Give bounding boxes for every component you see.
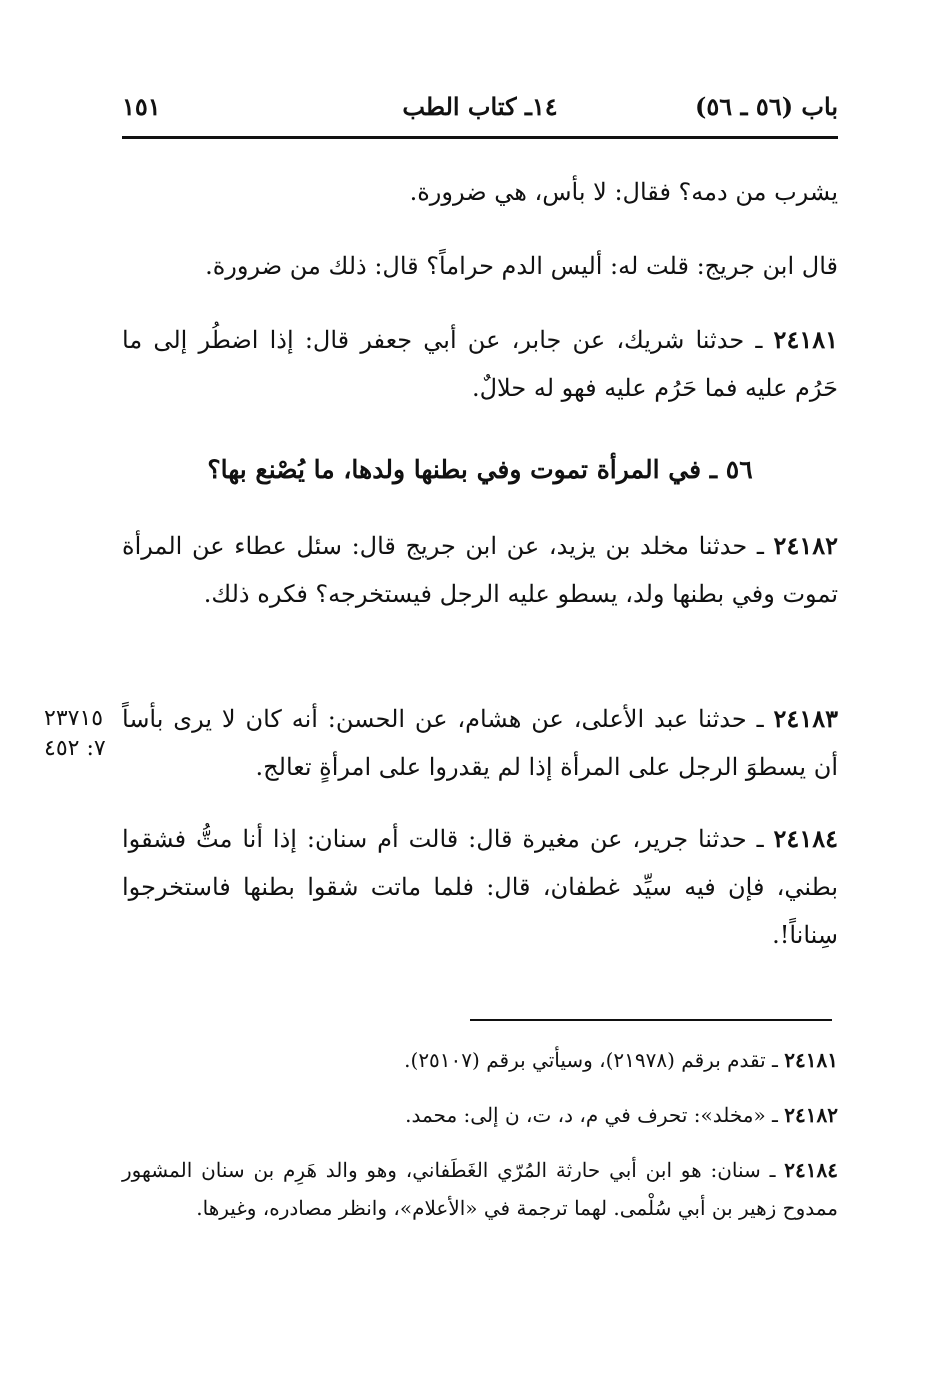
chapter-range: باب (٥٦ ـ ٥٦) bbox=[695, 92, 838, 121]
hadith-24183 bbox=[122, 695, 838, 791]
hadith-24181 bbox=[122, 316, 838, 412]
footnote-number: ٢٤١٨٤ bbox=[784, 1158, 838, 1182]
paragraph-2: قال ابن جريج: قلت له: أليس الدم حراماً؟ قال: ذلك من ضرورة. bbox=[205, 252, 838, 280]
section-heading: ٥٦ ـ في المرأة تموت وفي بطنها ولدها، ما يُصْنع بها؟ bbox=[207, 455, 753, 484]
hadith-text: ـ حدثنا عبد الأعلى، عن هشام، عن الحسن: أنه كان لا يرى بأساً أن يسطوَ الرجل على المرأة إذا لم يقدروا على امرأةٍ تعالج. bbox=[122, 705, 838, 781]
margin-reference: ٢٣٧١٥ bbox=[44, 706, 104, 731]
footnote-text: ـ سنان: هو ابن أبي حارثة المُرّي الغَطَفاني، وهو والد هَرِم بن سنان المشهور ممدوح زهير بن أبي سُلْمى. لهما ترجمة في «الأعلام»، وانظر مصادره، وغيرها. bbox=[122, 1158, 838, 1220]
paragraph-1: يشرب من دمه؟ فقال: لا بأس، هي ضرورة. bbox=[409, 178, 838, 206]
page-header bbox=[122, 80, 838, 128]
header-divider bbox=[122, 136, 838, 139]
footnote-24184 bbox=[122, 1151, 838, 1227]
hadith-text: ـ حدثنا جرير، عن مغيرة قال: قالت أم سنان: إذا أنا متُّ فشقوا بطني، فإن فيه سيِّد غطفان، قال: فلما ماتت شقوا بطنها فاستخرجوا سِناناً!. bbox=[122, 825, 838, 949]
footnote-text: ـ تقدم برقم (٢١٩٧٨)، وسيأتي برقم (٢٥١٠٧). bbox=[404, 1048, 778, 1072]
hadith-number: ٢٤١٨٣ bbox=[773, 704, 838, 733]
hadith-text: ـ حدثنا مخلد بن يزيد، عن ابن جريج قال: سئل عطاء عن المرأة تموت وفي بطنها ولد، يسطو عليه الرجل فيستخرجه؟ فكره ذلك. bbox=[122, 532, 838, 608]
hadith-24182 bbox=[122, 522, 838, 618]
hadith-text: ـ حدثنا شريك، عن جابر، عن أبي جعفر قال: إذا اضطُر إلى ما حَرُم عليه فما حَرُم عليه فهو له حلالٌ. bbox=[122, 326, 838, 402]
hadith-number: ٢٤١٨٤ bbox=[773, 824, 838, 853]
page-number: ١٥١ bbox=[122, 92, 161, 121]
book-title: ١٤ـ كتاب الطب bbox=[402, 92, 558, 121]
hadith-number: ٢٤١٨١ bbox=[773, 325, 838, 354]
footnote-text: ـ «مخلد»: تحرف في م، د، ت، ن إلى: محمد. bbox=[405, 1103, 778, 1127]
footnote-divider bbox=[470, 1019, 832, 1021]
footnote-number: ٢٤١٨١ bbox=[784, 1048, 838, 1072]
hadith-24184 bbox=[122, 815, 838, 959]
footnote-number: ٢٤١٨٢ bbox=[784, 1103, 838, 1127]
hadith-number: ٢٤١٨٢ bbox=[773, 531, 838, 560]
margin-volume-page: ٧: ٤٥٢ bbox=[44, 736, 106, 761]
footnote-24181 bbox=[122, 1041, 838, 1079]
footnote-24182 bbox=[122, 1096, 838, 1134]
